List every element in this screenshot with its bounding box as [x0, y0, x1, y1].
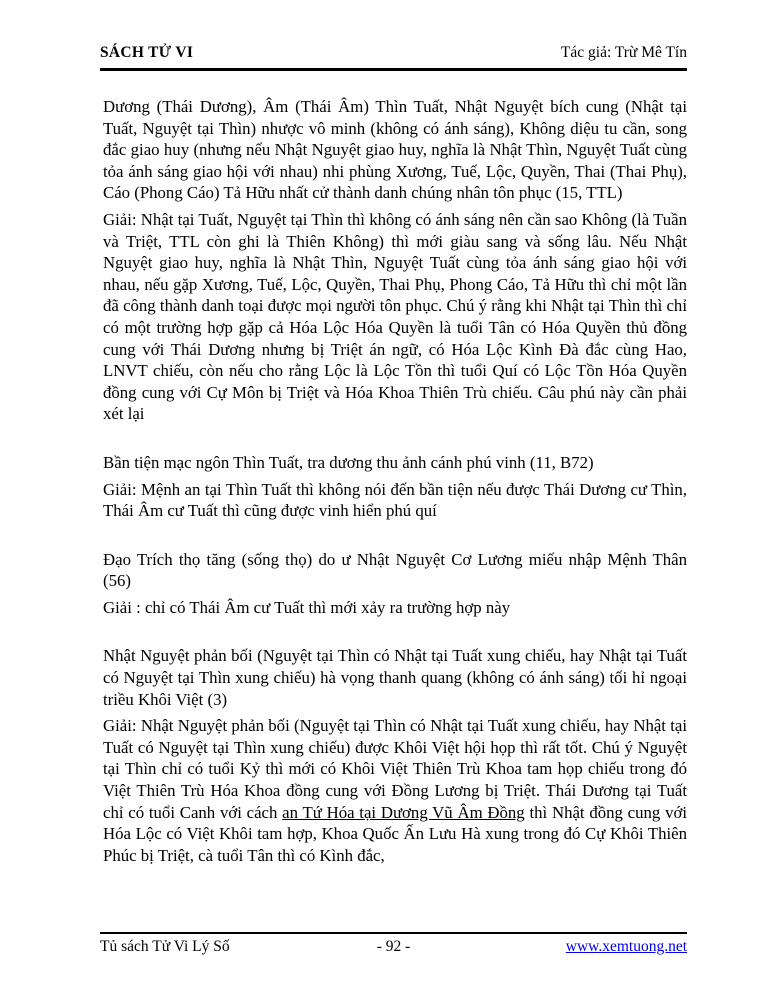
page-footer	[100, 932, 687, 956]
paragraph	[103, 96, 687, 204]
header-author: Tác giả: Trừ Mê Tín	[560, 44, 687, 61]
text-segment: Giải: Nhật tại Tuất, Nguyệt tại Thìn thì không có ánh sáng nên cần sao Không (là Tuần và Triệt, TTL còn ghi là Thiên Không) thì mới giàu sang và sống lâu. Nếu Nhật Nguyệt giao huy, nghĩa là Nhật Thìn, Nguyệt Tuất cùng tỏa ánh sáng giao hội với nhau, nếu gặp Xương, Tuế, Lộc, Quyền, Thai Phụ, Phong Cáo, Tả Hữu thì chỉ một lần đã công thành danh toại được mọi người tôn phục. Chú ý rằng khi Nhật tại Thìn thì chỉ có một trường hợp gặp cả Hóa Lộc Hóa Quyền là tuổi Tân có Hóa Quyền thủ đồng cung với Thái Dương nhưng bị Triệt án ngữ, có Hóa Lộc Kình Đà đắc cùng Hao, LNVT chiếu, còn nếu cho rằng Lộc là Lộc Tồn thì tuổi Quí có Lộc Tồn Hóa Quyền đồng cung với Cự Môn bị Triệt và Hóa Khoa Thiên Trù chiếu. Câu phú này cần phải xét lại	[103, 209, 687, 424]
paragraph	[103, 715, 687, 866]
text-segment: Giải: Nhật Nguyệt phản bối (Nguyệt tại Thìn có Nhật tại Tuất xung chiếu, hay Nhật tại Tuất có Nguyệt tại Thìn xung chiếu) được Khôi Việt hội họp thì rất tốt. Chú ý Nguyệt tại Thìn chỉ có tuổi Kỷ thì mới có Khôi Việt Thiên Trù Khoa tam họp chiếu trong đó Việt Thiên Trù Hóa Khoa đồng cung với Đồng Lương bị Triệt. Thái Dương tại Tuất chỉ có tuổi Canh với cách	[103, 716, 687, 822]
footer-page-number: - 92 -	[376, 938, 411, 955]
text-segment: Giải : chỉ có Thái Âm cư Tuất thì mới xảy ra trường hợp này	[103, 597, 511, 617]
paragraph	[103, 597, 687, 619]
paragraph	[103, 452, 687, 474]
header-book-title: SÁCH TỬ VI	[100, 44, 194, 61]
text-segment: Bần tiện mạc ngôn Thìn Tuất, tra dương thu ảnh cánh phú vinh (11, B72)	[103, 452, 594, 472]
text-segment: thì Nhật đồng cung với Hóa Lộc có Việt Khôi tam hợp, Khoa Quốc Ấn Lưu Hà xung trong đó Cự Khôi Thiên Phúc bị Triệt, cà tuổi Tân thì có Kình đắc,	[103, 802, 687, 865]
footer-link-wrapper	[491, 938, 687, 956]
paragraph	[103, 549, 687, 592]
footer-series-title: Tủ sách Tử Vi Lý Số	[100, 938, 230, 955]
footer-website-link[interactable]: www.xemtuong.net	[565, 938, 688, 955]
text-segment: Nhật Nguyệt phản bối (Nguyệt tại Thìn có Nhật tại Tuất xung chiếu, hay Nhật tại Tuất có Nguyệt tại Thìn xung chiếu) hà vọng thanh quang (không có ánh sáng) tối hỉ ngoại triều Khôi Việt (3)	[103, 646, 687, 709]
text-segment: Giải: Mệnh an tại Thìn Tuất thì không nói đến bần tiện nếu được Thái Dương cư Thìn, Thái Âm cư Tuất thì cũng được vinh hiển phú quí	[103, 479, 687, 521]
paragraph	[103, 209, 687, 425]
page-header	[100, 44, 687, 71]
paragraph	[103, 645, 687, 710]
document-body	[103, 96, 687, 871]
paragraph	[103, 479, 687, 522]
underlined-phrase: an Tứ Hóa tại Dương Vũ Âm Đồng	[282, 802, 525, 822]
text-segment: Đạo Trích thọ tăng (sống thọ) do ư Nhật Nguyệt Cơ Lương miếu nhập Mệnh Thân (56)	[103, 549, 687, 591]
text-segment: Dương (Thái Dương), Âm (Thái Âm) Thìn Tuất, Nhật Nguyệt bích cung (Nhật tại Tuất, Nguyệt tại Thìn) nhược vô minh (không có ánh sáng), Không diệu tu cần, song đắc giao huy (nhưng nếu Nhật Nguyệt giao huy, nghĩa là Nhật Thìn, Nguyệt Tuất cùng tỏa ánh sáng giao hội với nhau) nhi phùng Xương, Tuế, Lộc, Quyền, Thai (Thai Phụ), Cáo (Phong Cáo) Tả Hữu nhất cử thành danh chúng nhân tôn phục (15, TTL)	[103, 97, 687, 203]
